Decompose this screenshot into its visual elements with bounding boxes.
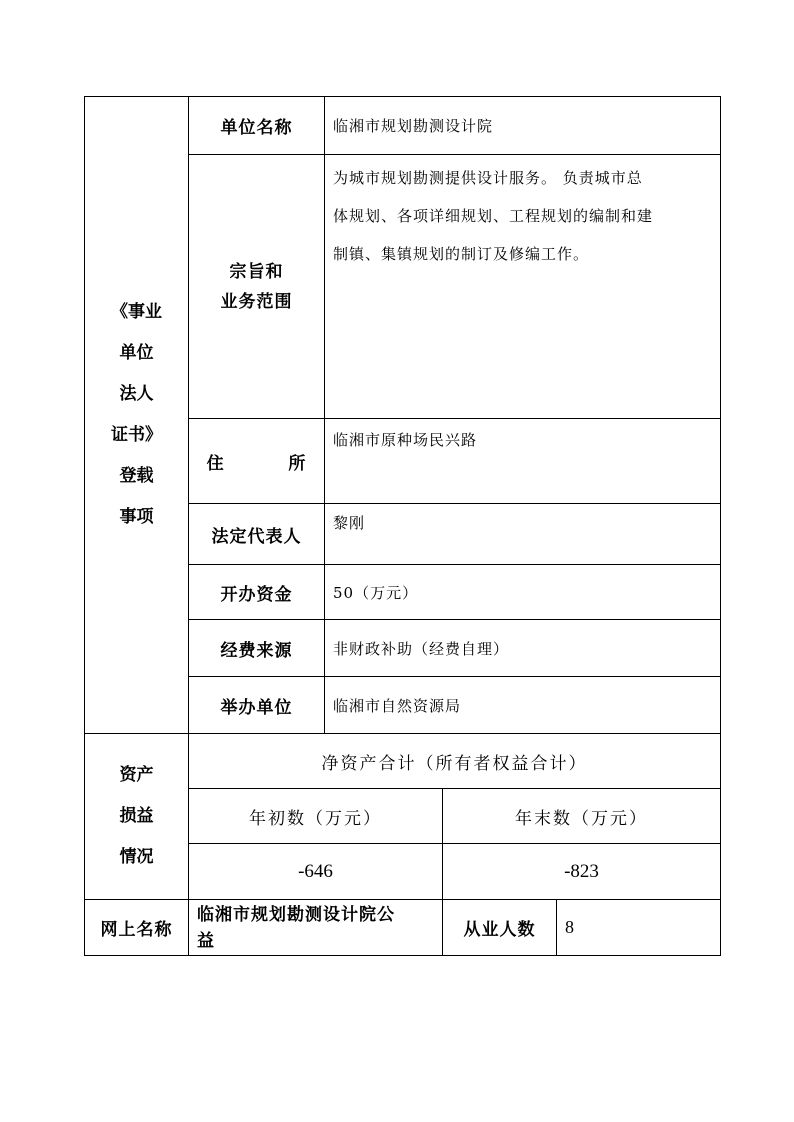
purpose-label-line: 业务范围 — [220, 291, 293, 312]
web-name-value — [189, 900, 443, 956]
registration-table — [84, 96, 721, 956]
assets-section-label — [85, 734, 189, 900]
begin-year-label: 年初数（万元） — [189, 789, 443, 844]
unit-name-label: 单位名称 — [189, 97, 325, 155]
begin-year-value: -646 — [189, 844, 443, 900]
side-label-line: 证书》 — [111, 425, 162, 445]
address-label — [189, 419, 325, 504]
address-label-char: 所 — [288, 453, 307, 474]
side-label-line: 单位 — [119, 343, 154, 363]
staff-count-label: 从业人数 — [443, 900, 557, 956]
capital-label: 开办资金 — [189, 565, 325, 620]
purpose-line: 制镇、集镇规划的制订及修编工作。 — [333, 245, 590, 263]
side-label-line: 事项 — [119, 507, 154, 527]
sponsor-label: 举办单位 — [189, 677, 325, 734]
purpose-line: 体规划、各项详细规划、工程规划的编制和建 — [333, 207, 654, 225]
legal-rep-label: 法定代表人 — [189, 504, 325, 565]
side-label-line: 损益 — [119, 806, 154, 826]
side-label-line: 登载 — [119, 466, 154, 486]
unit-name-value: 临湘市规划勘测设计院 — [325, 97, 721, 155]
purpose-label-line: 宗旨和 — [229, 261, 284, 282]
side-label-line: 情况 — [119, 847, 154, 867]
purpose-label — [189, 155, 325, 419]
legal-rep-value: 黎刚 — [325, 504, 721, 565]
address-label-char: 住 — [206, 453, 225, 474]
address-value: 临湘市原种场民兴路 — [325, 419, 721, 504]
funding-label: 经费来源 — [189, 620, 325, 677]
purpose-value — [325, 155, 721, 419]
side-label-line: 《事业 — [111, 302, 162, 322]
purpose-line: 为城市规划勘测提供设计服务。 负责城市总 — [333, 169, 643, 187]
capital-value: 50（万元） — [325, 565, 721, 620]
web-name-label: 网上名称 — [85, 900, 189, 956]
side-label-line: 法人 — [119, 384, 154, 404]
funding-value: 非财政补助（经费自理） — [325, 620, 721, 677]
end-year-value: -823 — [443, 844, 721, 900]
sponsor-value: 临湘市自然资源局 — [325, 677, 721, 734]
staff-count-value: 8 — [557, 900, 721, 956]
web-name-line: 益 — [197, 930, 215, 951]
web-name-line: 临湘市规划勘测设计院公 — [197, 904, 395, 925]
side-label-line: 资产 — [119, 765, 154, 785]
registration-section-label — [85, 97, 189, 734]
net-assets-header: 净资产合计（所有者权益合计） — [189, 734, 721, 789]
end-year-label: 年末数（万元） — [443, 789, 721, 844]
